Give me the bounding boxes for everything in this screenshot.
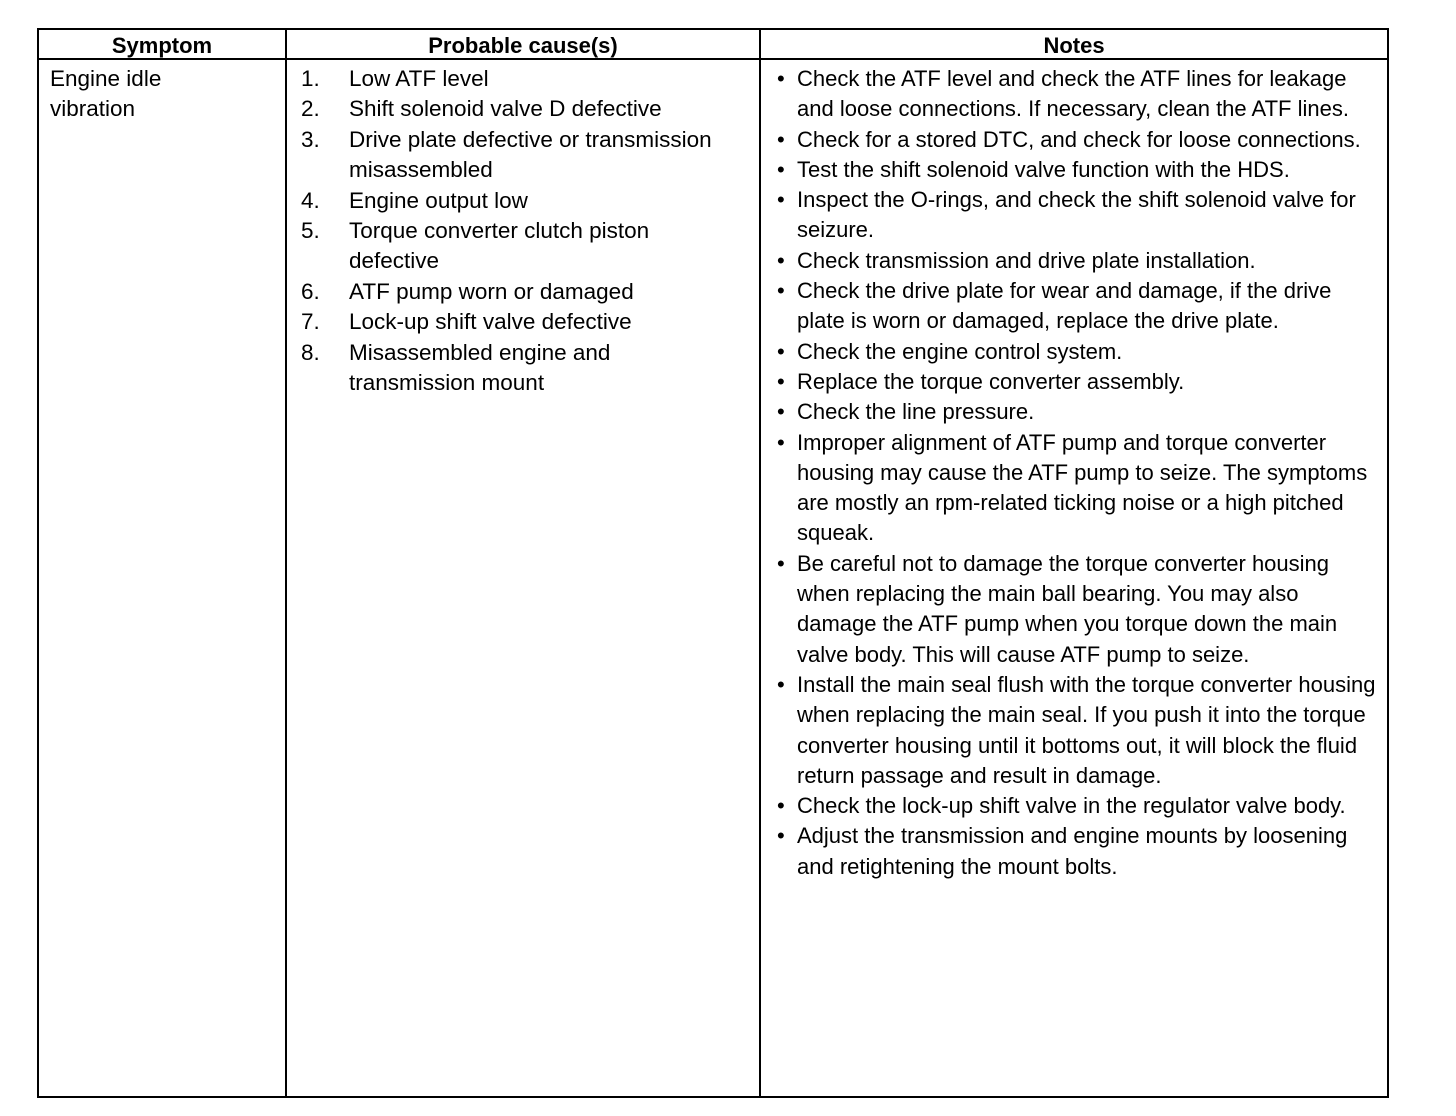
note-text: Replace the torque converter assembly. xyxy=(797,368,1185,394)
note-text: Test the shift solenoid valve function with the HDS. xyxy=(797,156,1290,182)
cause-number: 1. xyxy=(301,66,320,91)
notes-cell xyxy=(775,64,1379,882)
note-text: Improper alignment of ATF pump and torque converter housing may cause the ATF pump to seize. The symptoms are mostly an rpm-related ticking noise or a high pitched squeak. xyxy=(797,429,1368,546)
cause-number: 4. xyxy=(301,187,320,213)
cause-text: Engine output low xyxy=(349,187,528,213)
cause-item xyxy=(301,94,741,124)
header-symptom: Symptom xyxy=(111,33,213,58)
note-item xyxy=(775,367,1379,397)
cause-text: Lock-up shift valve defective xyxy=(349,309,632,335)
cause-number: 3. xyxy=(301,126,320,152)
bullet-icon: • xyxy=(777,793,785,819)
note-item xyxy=(775,155,1379,185)
column-divider-causes-notes xyxy=(759,30,761,1096)
header-notes: Notes xyxy=(1043,33,1105,58)
notes-list xyxy=(775,64,1379,882)
note-text: Check the engine control system. xyxy=(797,338,1123,364)
note-text: Check for a stored DTC, and check for loose connections. xyxy=(797,126,1361,152)
bullet-icon: • xyxy=(777,247,785,273)
bullet-icon: • xyxy=(777,156,785,182)
cause-item xyxy=(301,216,741,277)
note-text: Adjust the transmission and engine mounts by loosening and retightening the mount bolts. xyxy=(797,823,1348,879)
bullet-icon: • xyxy=(777,671,785,697)
cause-text: Low ATF level xyxy=(349,66,489,91)
cause-item xyxy=(301,307,741,337)
note-item xyxy=(775,246,1379,276)
header-probable-causes: Probable cause(s) xyxy=(428,33,618,58)
cause-item xyxy=(301,186,741,216)
cause-item xyxy=(301,277,741,307)
symptom-cell: Engine idle vibration xyxy=(50,66,162,122)
bullet-icon: • xyxy=(777,399,785,425)
note-item xyxy=(775,125,1379,155)
note-item xyxy=(775,64,1379,125)
note-text: Check transmission and drive plate installation. xyxy=(797,247,1256,273)
note-text: Be careful not to damage the torque converter housing when replacing the main ball bearing. You may also damage the ATF pump when you torque down the main valve body. This will cause ATF pump to seize. xyxy=(797,550,1338,667)
cause-text: Drive plate defective or transmission misassembled xyxy=(349,126,712,183)
cause-number: 2. xyxy=(301,96,320,122)
note-item xyxy=(775,670,1379,791)
bullet-icon: • xyxy=(777,368,785,394)
cause-number: 8. xyxy=(301,339,320,365)
note-item xyxy=(775,185,1379,246)
bullet-icon: • xyxy=(777,823,785,849)
note-item xyxy=(775,821,1379,882)
note-text: Check the drive plate for wear and damage, if the drive plate is worn or damaged, replace the drive plate. xyxy=(797,278,1332,334)
troubleshooting-table xyxy=(37,28,1389,1098)
cause-number: 7. xyxy=(301,309,320,335)
note-item xyxy=(775,428,1379,549)
causes-cell xyxy=(301,64,741,398)
cause-text: Misassembled engine and transmission mount xyxy=(349,339,611,396)
cause-number: 6. xyxy=(301,278,320,304)
bullet-icon: • xyxy=(777,429,785,455)
note-text: Inspect the O-rings, and check the shift solenoid valve for seizure. xyxy=(797,187,1356,243)
bullet-icon: • xyxy=(777,66,785,91)
cause-number: 5. xyxy=(301,218,320,244)
bullet-icon: • xyxy=(777,338,785,364)
note-item xyxy=(775,276,1379,337)
bullet-icon: • xyxy=(777,278,785,304)
cause-item xyxy=(301,338,741,399)
note-text: Install the main seal flush with the torque converter housing when replacing the main seal. If you push it into the torque converter housing until it bottoms out, it will block the fluid return passage and result in damage. xyxy=(797,671,1376,788)
column-divider-symptom-causes xyxy=(285,30,287,1096)
note-text: Check the line pressure. xyxy=(797,399,1035,425)
note-text: Check the lock-up shift valve in the regulator valve body. xyxy=(797,793,1346,819)
cause-item xyxy=(301,64,741,94)
note-item xyxy=(775,397,1379,427)
note-text: Check the ATF level and check the ATF lines for leakage and loose connections. If necessary, clean the ATF lines. xyxy=(797,66,1349,122)
bullet-icon: • xyxy=(777,126,785,152)
causes-list xyxy=(301,64,741,398)
cause-text: ATF pump worn or damaged xyxy=(349,278,634,304)
cause-text: Shift solenoid valve D defective xyxy=(349,96,662,122)
cause-text: Torque converter clutch piston defective xyxy=(349,218,650,274)
note-item xyxy=(775,337,1379,367)
note-item xyxy=(775,791,1379,821)
bullet-icon: • xyxy=(777,187,785,213)
cause-item xyxy=(301,125,741,186)
note-item xyxy=(775,549,1379,670)
bullet-icon: • xyxy=(777,550,785,576)
